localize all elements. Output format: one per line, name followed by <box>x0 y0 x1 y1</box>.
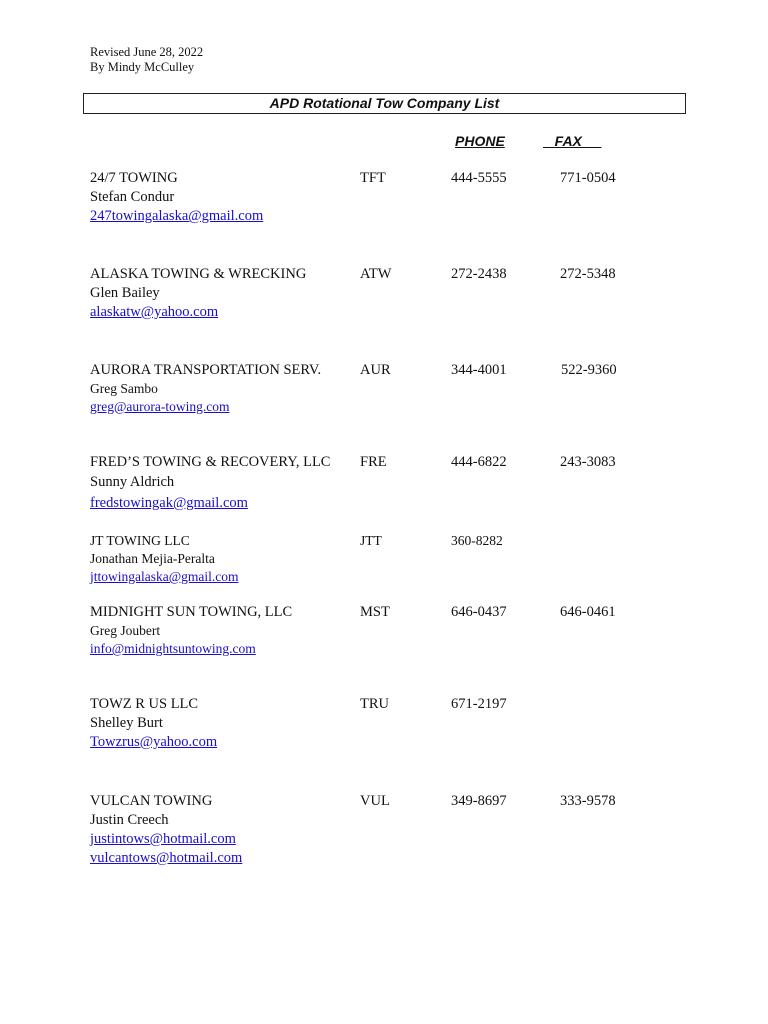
email-link[interactable]: fredstowingak@gmail.com <box>90 495 248 511</box>
fax-column-header: FAX <box>554 133 582 149</box>
contact-name: Sunny Aldrich <box>90 474 175 490</box>
company-phone: 344-4001 <box>451 362 507 378</box>
company-entry <box>90 453 690 513</box>
company-code: AUR <box>360 362 391 378</box>
contact-name: Greg Joubert <box>90 623 161 638</box>
company-name: TOWZ R US LLC <box>90 696 199 712</box>
company-code: TFT <box>360 170 386 186</box>
company-code: VUL <box>360 793 390 809</box>
company-entry <box>90 603 690 658</box>
email-link[interactable]: Towzrus@yahoo.com <box>90 734 218 750</box>
company-entry <box>90 532 690 586</box>
company-name: VULCAN TOWING <box>90 793 213 809</box>
company-phone: 360-8282 <box>451 533 503 548</box>
company-name: 24/7 TOWING <box>90 170 178 186</box>
company-phone: 444-6822 <box>451 454 507 470</box>
contact-name: Jonathan Mejia-Peralta <box>90 551 215 566</box>
email-link[interactable]: 247towingalaska@gmail.com <box>90 208 264 224</box>
company-fax: 646-0461 <box>560 604 616 620</box>
email-link[interactable]: justintows@hotmail.com <box>90 831 236 847</box>
company-fax: 243-3083 <box>560 454 616 470</box>
company-code: FRE <box>360 454 387 470</box>
company-phone: 349-8697 <box>451 793 507 809</box>
contact-name: Stefan Condur <box>90 189 175 205</box>
company-phone: 646-0437 <box>451 604 507 620</box>
company-name: FRED’S TOWING & RECOVERY, LLC <box>90 454 331 470</box>
company-fax: 522-9360 <box>561 362 617 378</box>
company-fax: 272-5348 <box>560 266 616 282</box>
email-link[interactable]: greg@aurora-towing.com <box>90 399 230 414</box>
company-entry <box>90 792 690 868</box>
company-name: ALASKA TOWING & WRECKING <box>90 266 307 282</box>
document-meta <box>90 45 203 75</box>
email-link[interactable]: info@midnightsuntowing.com <box>90 641 256 656</box>
company-entry <box>90 169 690 226</box>
company-name: JT TOWING LLC <box>90 533 190 548</box>
company-entry <box>90 361 690 416</box>
company-fax: 771-0504 <box>560 170 616 186</box>
contact-name: Greg Sambo <box>90 381 158 396</box>
company-name: AURORA TRANSPORTATION SERV. <box>90 362 322 378</box>
revised-date: Revised June 28, 2022 <box>90 45 204 59</box>
contact-name: Shelley Burt <box>90 715 163 731</box>
company-code: MST <box>360 604 390 620</box>
company-entry <box>90 265 690 322</box>
company-code: TRU <box>360 696 389 712</box>
phone-column-header: PHONE <box>455 133 505 149</box>
email-link[interactable]: jttowingalaska@gmail.com <box>90 569 239 584</box>
contact-name: Glen Bailey <box>90 285 160 301</box>
email-link[interactable]: alaskatw@yahoo.com <box>90 304 219 320</box>
author: By Mindy McCulley <box>90 60 195 74</box>
company-name: MIDNIGHT SUN TOWING, LLC <box>90 604 293 620</box>
company-entry <box>90 695 690 752</box>
company-phone: 671-2197 <box>451 696 507 712</box>
company-fax: 333-9578 <box>560 793 616 809</box>
company-code: ATW <box>360 266 392 282</box>
email-link[interactable]: vulcantows@hotmail.com <box>90 850 243 866</box>
contact-name: Justin Creech <box>90 812 169 828</box>
company-phone: 272-2438 <box>451 266 507 282</box>
company-code: JTT <box>360 533 382 548</box>
document-title: APD Rotational Tow Company List <box>83 93 686 114</box>
company-phone: 444-5555 <box>451 170 507 186</box>
